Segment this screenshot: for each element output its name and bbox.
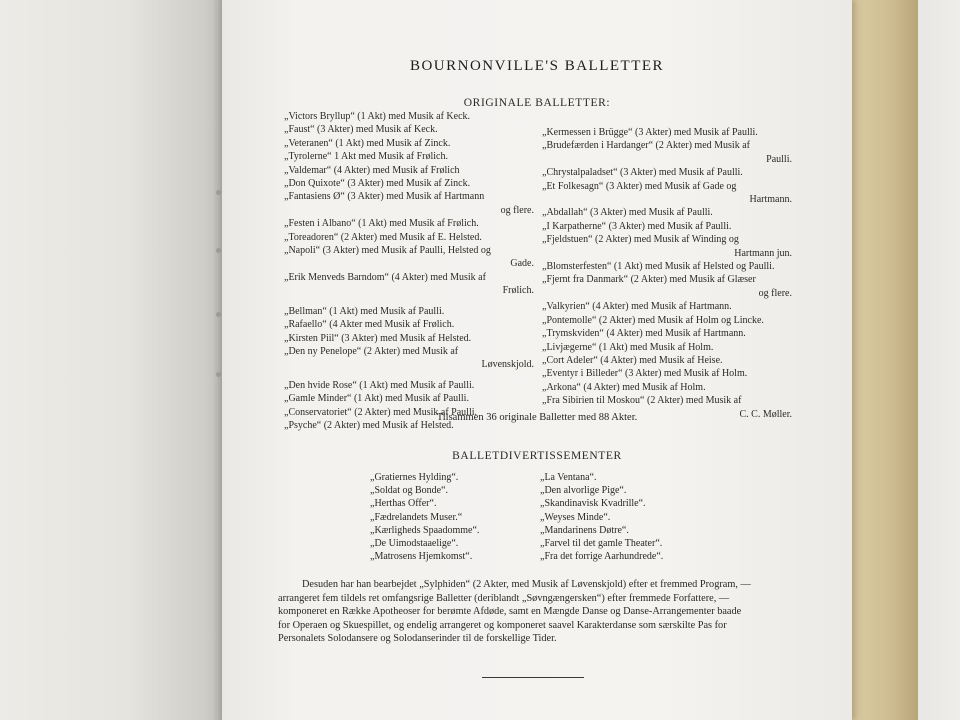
list-item-continuation: Frølich. bbox=[502, 285, 534, 297]
list-item-continuation: Gade. bbox=[510, 258, 534, 270]
list-item-continuation: og flere. bbox=[500, 204, 534, 216]
list-item: „Brudefærden i Hardanger“ (2 Akter) med Musik af bbox=[542, 140, 750, 152]
list-item: „Skandinavisk Kvadrille“. bbox=[540, 498, 646, 510]
list-item: „Eventyr i Billeder“ (3 Akter) med Musik af Holm. bbox=[542, 368, 748, 380]
list-item: „Chrystalpaladset“ (3 Akter) med Musik af Paulli. bbox=[542, 167, 743, 179]
divertissements-right-column bbox=[540, 471, 663, 563]
list-item: „Gratiernes Hylding“. bbox=[370, 472, 459, 483]
divertissements-left-column bbox=[370, 471, 479, 563]
paragraph-line: arrangeret fem tildels ret omfangsrige Balletter (deriblandt „Søvngængersken“) efter fremmede Forfattere, — bbox=[278, 592, 730, 604]
list-item: „Et Folkesagn“ (3 Akter) med Musik af Gade og bbox=[542, 180, 737, 192]
list-item-continuation: Hartmann jun. bbox=[734, 247, 792, 259]
list-item: „Fjeldstuen“ (2 Akter) med Musik af Winding og bbox=[542, 234, 739, 246]
paragraph-line: Personalets Solodansere og Solodanserinder til de forskellige Tider. bbox=[278, 633, 557, 645]
left-page bbox=[0, 0, 232, 720]
list-item: „Livjægerne“ (1 Akt) med Musik af Holm. bbox=[542, 341, 714, 353]
list-item: „Conservatoriet“ (2 Akter) med Musik af Paulli. bbox=[284, 406, 478, 418]
list-item: „Toreadoren“ (2 Akter) med Musik af E. Helsted. bbox=[284, 231, 482, 243]
list-item: „Fra det forrige Aarhundrede“. bbox=[540, 551, 664, 563]
list-item: „Cort Adeler“ (4 Akter) med Musik af Heise. bbox=[542, 354, 723, 366]
list-item: „Gamle Minder“ (1 Akt) med Musik af Paulli. bbox=[284, 393, 469, 405]
list-item: „Kærligheds Spaadomme“. bbox=[370, 524, 480, 536]
list-item: „Napoli“ (3 Akter) med Musik af Paulli, Helsted og bbox=[284, 245, 491, 257]
list-item: „Valkyrien“ (4 Akter) med Musik af Hartmann. bbox=[542, 301, 732, 313]
paragraph-line: for Operaen og Skuespillet, og endelig arrangeret og komponeret saavel Karakterdanse som særskilte Pas for bbox=[278, 619, 727, 631]
list-item: „Weyses Minde“. bbox=[540, 511, 611, 523]
list-item: „Den hvide Rose“ (1 Akt) med Musik af Paulli. bbox=[284, 379, 475, 391]
list-item: „Farvel til det gamle Theater“. bbox=[540, 538, 663, 550]
originals-heading: ORIGINALE BALLETTER: bbox=[463, 97, 611, 109]
list-item: „Trymskviden“ (4 Akter) med Musik af Hartmann. bbox=[542, 328, 746, 340]
list-item: „Kermessen i Brügge“ (3 Akter) med Musik af Paulli. bbox=[542, 127, 758, 138]
list-item: „La Ventana“. bbox=[540, 472, 597, 483]
list-item: „Soldat og Bonde“. bbox=[370, 485, 449, 497]
originals-left-column bbox=[284, 110, 534, 432]
page-title: BOURNONVILLE'S BALLETTER bbox=[409, 58, 665, 74]
list-item: „Festen i Albano“ (1 Akt) med Musik af Frølich. bbox=[284, 218, 479, 230]
list-item: „Arkona“ (4 Akter) med Musik af Holm. bbox=[542, 381, 706, 393]
list-item: „Valdemar“ (4 Akter) med Musik af Frølich bbox=[284, 164, 460, 176]
list-item: „Bellman“ (1 Akt) med Musik af Paulli. bbox=[284, 305, 445, 317]
list-item-continuation: og flere. bbox=[758, 287, 792, 299]
paragraph-line: Desuden har han bearbejdet „Sylphiden“ (2 Akter, med Musik af Løvenskjold) efter et fremmed Program, — bbox=[302, 579, 751, 590]
list-item: „Fra Sibirien til Moskou“ (2 Akter) med Musik af bbox=[542, 395, 742, 407]
list-item: „Blomsterfesten“ (1 Akt) med Musik af Helsted og Paulli. bbox=[542, 261, 775, 273]
list-item: „Erik Menveds Barndom“ (4 Akter) med Musik af bbox=[284, 271, 486, 283]
list-item: „Psyche“ (2 Akter) med Musik af Helsted. bbox=[284, 419, 454, 431]
list-item: „Fantasiens Ø“ (3 Akter) med Musik af Hartmann bbox=[284, 191, 485, 203]
list-item: „Pontemolle“ (2 Akter) med Musik af Holm og Lincke. bbox=[542, 314, 764, 326]
originals-summary: Tilsammen 36 originale Balletter med 88 Akter. bbox=[436, 412, 638, 423]
list-item: „Fjernt fra Danmark“ (2 Akter) med Musik af Glæser bbox=[542, 274, 756, 286]
paragraph-line: komponeret en Række Apotheoser for berømte Afdøde, samt en Mængde Danse og Danse-Arrangementer baade bbox=[278, 606, 742, 618]
list-item: „Faust“ (3 Akter) med Musik af Keck. bbox=[284, 124, 438, 136]
list-item: „De Uimodstaaelige“. bbox=[370, 538, 459, 550]
list-item: „Kirsten Piil“ (3 Akter) med Musik af Helsted. bbox=[284, 332, 472, 344]
list-item-continuation: C. C. Møller. bbox=[739, 408, 792, 420]
list-item: „Den ny Penelope“ (2 Akter) med Musik af bbox=[284, 345, 459, 357]
list-item: „Herthas Offer“. bbox=[370, 498, 437, 510]
list-item: „Veteranen“ (1 Akt) med Musik af Zinck. bbox=[284, 137, 451, 149]
list-item: „Tyrolerne“ 1 Akt med Musik af Frølich. bbox=[284, 151, 448, 163]
list-item: „Rafaello“ (4 Akter med Musik af Frølich. bbox=[284, 319, 455, 331]
list-item: „I Karpatherne“ (3 Akter) med Musik af Paulli. bbox=[542, 220, 732, 232]
book-page bbox=[222, 0, 852, 720]
closing-rule bbox=[482, 677, 584, 678]
list-item: „Matrosens Hjemkomst“. bbox=[370, 551, 473, 563]
list-item-continuation: Løvenskjold. bbox=[481, 359, 534, 371]
list-item: „Den alvorlige Pige“. bbox=[540, 485, 627, 497]
list-item-continuation: Paulli. bbox=[766, 153, 792, 165]
list-item: „Abdallah“ (3 Akter) med Musik af Paulli. bbox=[542, 207, 713, 219]
originals-right-column bbox=[542, 126, 792, 421]
list-item: „Don Quixote“ (3 Akter) med Musik af Zinck. bbox=[284, 178, 471, 190]
closing-paragraph bbox=[278, 578, 808, 646]
list-item: „Mandarinens Døtre“. bbox=[540, 524, 629, 536]
list-item-continuation: Hartmann. bbox=[749, 194, 792, 206]
divertissements-heading: BALLETDIVERTISSEMENTER bbox=[452, 450, 622, 462]
list-item: „Victors Bryllup“ (1 Akt) med Musik af Keck. bbox=[284, 111, 471, 122]
list-item: „Fædrelandets Muser.“ bbox=[370, 511, 463, 523]
